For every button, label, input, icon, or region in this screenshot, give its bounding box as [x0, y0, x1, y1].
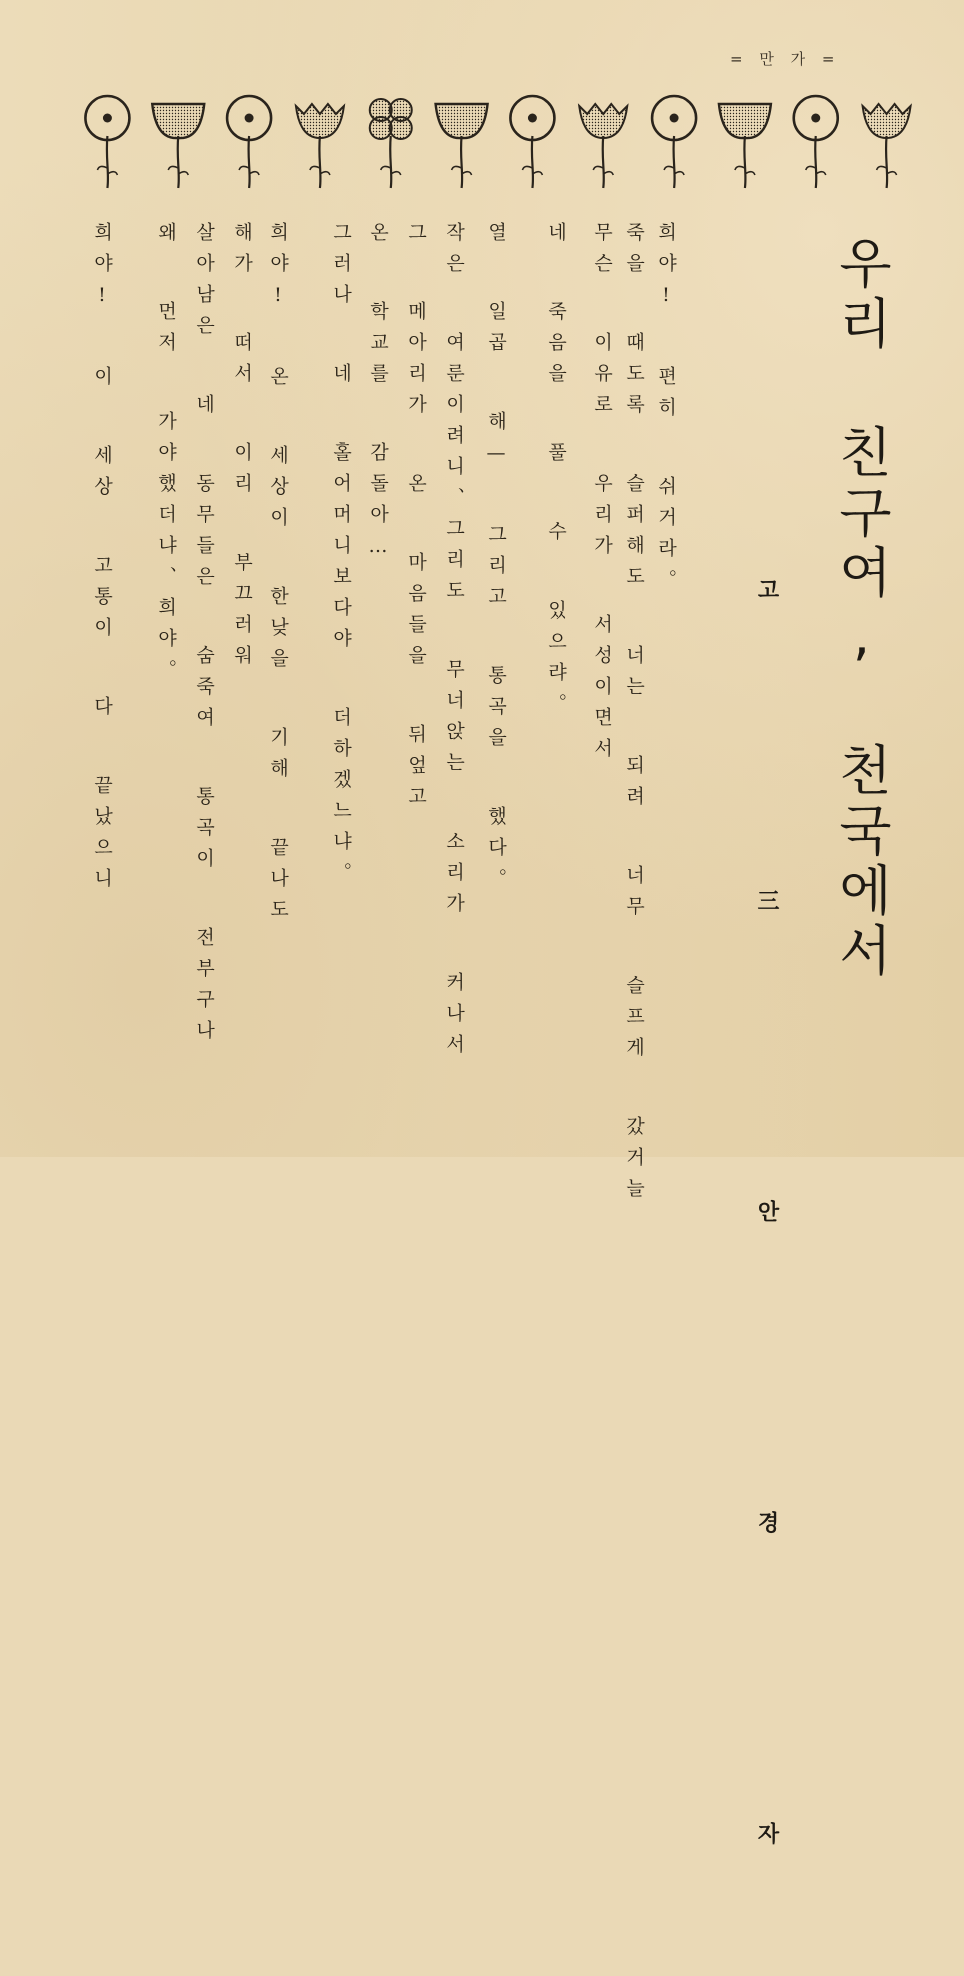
- tulip-flower-icon: [152, 104, 204, 188]
- poem-line: 네 죽음을 풀 수 있으랴。: [545, 222, 567, 724]
- poem-title: 우리 친구여, 천국에서: [830, 235, 893, 982]
- poem-line: 희야! 이 세상 고통이 다 끝났으니: [91, 222, 113, 899]
- poem-line: 희야! 편히 쉬거라。: [655, 222, 677, 600]
- circle-flower-icon: [510, 96, 554, 188]
- poem-line: 온 학교를 감돌아…: [367, 222, 389, 569]
- circle-flower-icon: [652, 96, 696, 188]
- poem-line: 희야! 온 세상이 한낮을 기해 끝나도: [267, 222, 289, 930]
- crown-flower-icon: [296, 104, 344, 188]
- crown-flower-icon: [863, 104, 911, 188]
- poem-line: 그 메아리가 온 마음들을 뒤엎고: [405, 222, 427, 817]
- circle-flower-icon: [227, 96, 271, 188]
- poem-line: 그러나 네 홀어머니보다야 더하겠느냐。: [330, 222, 352, 893]
- tulip-flower-icon: [719, 104, 771, 188]
- poem-line: 죽을 때도록 슬퍼해도 너는 되려 너무 슬프게 갔거늘: [623, 222, 645, 1209]
- poem-line: 작은 여룬이려니、그리도 무너앉는 소리가 커나서: [443, 222, 465, 1065]
- author-byline: 고 三 안 경 자: [754, 578, 779, 1976]
- poem-line: 살아남은 네 동무들은 숨죽여 통곡이 전부구나: [193, 222, 215, 1051]
- tulip-flower-icon: [436, 104, 488, 188]
- poem-line: 열 일곱 해— 그리고 통곡을 했다。: [485, 222, 507, 899]
- circle-flower-icon: [794, 96, 838, 188]
- flower-border: [72, 88, 922, 203]
- clover-flower-icon: [370, 99, 412, 188]
- poem-line: 무슨 이유로 우리가 서성이면서: [591, 222, 613, 769]
- circle-flower-icon: [85, 96, 129, 188]
- poem-line: 왜 먼저 가야했더냐、희야。: [155, 222, 177, 690]
- crown-flower-icon: [579, 104, 627, 188]
- section-tag: = 만 가 =: [730, 50, 841, 68]
- poem-line: 해가 떠서 이리 부끄러워: [231, 222, 253, 676]
